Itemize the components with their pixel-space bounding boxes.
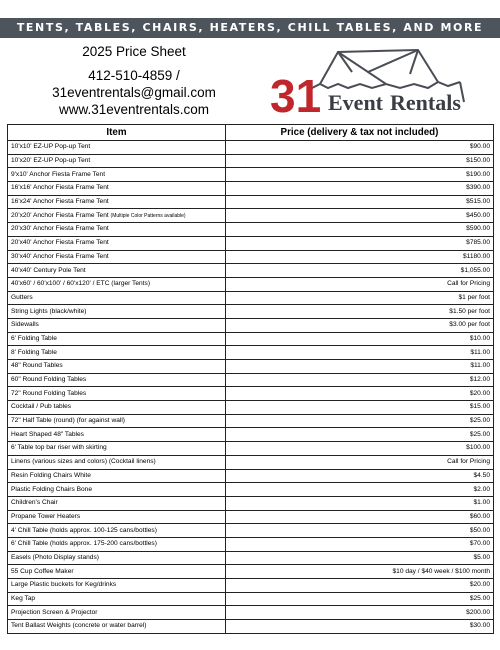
item-cell [8, 236, 226, 250]
item-name: Cocktail / Pub tables [11, 403, 72, 411]
item-cell [8, 168, 226, 182]
item-name: 6' Chill Table (holds approx. 175-200 cans/bottles) [11, 540, 157, 548]
item-cell [8, 592, 226, 606]
logo-number: 31 [270, 70, 322, 116]
table-row [8, 579, 494, 593]
item-name: 16'x24' Anchor Fiesta Frame Tent [11, 198, 109, 206]
price-cell: $2.00 [226, 483, 494, 497]
item-cell [8, 537, 226, 551]
table-row [8, 524, 494, 538]
item-name: Propane Tower Heaters [11, 512, 81, 520]
contact-block [50, 43, 218, 118]
table-row [8, 483, 494, 497]
table-row [8, 346, 494, 360]
item-cell [8, 141, 226, 155]
item-name: Sidewalls [11, 321, 39, 329]
item-cell [8, 455, 226, 469]
phone-number: 412-510-4859 / [88, 68, 180, 83]
table-row [8, 442, 494, 456]
item-name: 48" Round Tables [11, 362, 63, 370]
item-name: 30'x40' Anchor Fiesta Frame Tent [11, 252, 109, 260]
price-cell: $70.00 [226, 537, 494, 551]
table-row [8, 291, 494, 305]
company-logo [268, 42, 490, 116]
price-cell: $190.00 [226, 168, 494, 182]
item-cell [8, 469, 226, 483]
table-row [8, 620, 494, 634]
table-row [8, 496, 494, 510]
price-cell: $3.00 per foot [226, 318, 494, 332]
price-cell: $785.00 [226, 236, 494, 250]
table-row [8, 250, 494, 264]
item-cell [8, 565, 226, 579]
price-cell: $1,055.00 [226, 264, 494, 278]
price-cell: $100.00 [226, 442, 494, 456]
price-sheet-title: 2025 Price Sheet [82, 44, 186, 59]
price-cell: $15.00 [226, 401, 494, 415]
price-cell: $30.00 [226, 620, 494, 634]
price-cell: $20.00 [226, 387, 494, 401]
item-cell [8, 551, 226, 565]
price-table [7, 124, 494, 634]
item-cell [8, 154, 226, 168]
price-cell: $1.00 [226, 496, 494, 510]
item-name: Large Plastic buckets for Keg/drinks [11, 581, 117, 589]
item-name: Easels (Photo Display stands) [11, 553, 99, 561]
price-cell: $10.00 [226, 332, 494, 346]
table-row [8, 236, 494, 250]
item-cell [8, 318, 226, 332]
item-name: 6' Folding Table [11, 334, 57, 342]
item-name: Gutters [11, 293, 33, 301]
item-name: 40'x40' Century Pole Tent [11, 266, 86, 274]
table-row [8, 305, 494, 319]
item-cell [8, 579, 226, 593]
table-row [8, 373, 494, 387]
table-row [8, 606, 494, 620]
item-cell [8, 414, 226, 428]
table-row [8, 223, 494, 237]
price-cell: $200.00 [226, 606, 494, 620]
price-cell: $10 day / $40 week / $100 month [226, 565, 494, 579]
item-cell [8, 223, 226, 237]
item-name: 20'x20' Anchor Fiesta Frame Tent [11, 211, 109, 219]
item-cell [8, 510, 226, 524]
item-name: 60" Round Folding Tables [11, 376, 87, 384]
item-cell [8, 524, 226, 538]
price-cell: $1.50 per foot [226, 305, 494, 319]
table-row [8, 455, 494, 469]
table-header-row [8, 125, 494, 141]
item-name: Resin Folding Chairs White [11, 471, 91, 479]
item-name: 20'x30' Anchor Fiesta Frame Tent [11, 225, 109, 233]
item-name: Linens (various sizes and colors) (Cocktail linens) [11, 458, 156, 466]
price-cell: $11.00 [226, 346, 494, 360]
item-cell [8, 606, 226, 620]
item-cell [8, 373, 226, 387]
price-cell: $450.00 [226, 209, 494, 223]
item-name: String Lights (black/white) [11, 307, 87, 315]
item-name: 72" Round Folding Tables [11, 389, 87, 397]
logo-word-rentals: Rentals [390, 90, 461, 115]
price-cell: $90.00 [226, 141, 494, 155]
table-row [8, 209, 494, 223]
item-name: 10'x20' EZ-UP Pop-up Tent [11, 157, 91, 165]
item-cell [8, 496, 226, 510]
item-name: 72" Half Table (round) (for against wall) [11, 417, 125, 425]
item-cell [8, 264, 226, 278]
item-name: 40'x60' / 60'x100' / 60'x120' / ETC (larger Tents) [11, 280, 151, 288]
table-row [8, 565, 494, 579]
column-header-price: Price (delivery & tax not included) [226, 125, 494, 141]
price-cell: $515.00 [226, 195, 494, 209]
item-name: 20'x40' Anchor Fiesta Frame Tent [11, 239, 109, 247]
table-row [8, 537, 494, 551]
column-header-item: Item [8, 125, 226, 141]
table-row [8, 401, 494, 415]
item-cell [8, 291, 226, 305]
price-cell: $11.00 [226, 360, 494, 374]
item-cell [8, 620, 226, 634]
item-name: Heart Shaped 48" Tables [11, 430, 84, 438]
price-cell: $1 per foot [226, 291, 494, 305]
item-cell [8, 305, 226, 319]
price-cell: $12.00 [226, 373, 494, 387]
item-cell [8, 250, 226, 264]
item-cell [8, 483, 226, 497]
table-row [8, 469, 494, 483]
item-cell [8, 442, 226, 456]
item-cell [8, 209, 226, 223]
website-url: www.31eventrentals.com [58, 102, 210, 117]
table-row [8, 414, 494, 428]
item-name: Projection Screen & Projector [11, 608, 98, 616]
item-name: 6' Table top bar riser with skirting [11, 444, 107, 452]
logo-word-event: Event [328, 90, 383, 115]
price-cell: Call for Pricing [226, 455, 494, 469]
item-cell [8, 332, 226, 346]
table-row [8, 387, 494, 401]
table-row [8, 510, 494, 524]
price-cell: $25.00 [226, 428, 494, 442]
table-row [8, 182, 494, 196]
item-name: Children's Chair [11, 499, 58, 507]
item-name: Tent Ballast Weights (concrete or water barrel) [11, 622, 147, 630]
item-cell [8, 346, 226, 360]
table-row [8, 141, 494, 155]
table-row [8, 195, 494, 209]
price-cell: Call for Pricing [226, 277, 494, 291]
item-cell [8, 182, 226, 196]
item-note: (Multiple Color Patterns available) [110, 212, 186, 219]
item-name: Keg Tap [11, 595, 36, 603]
item-name: 16'x16' Anchor Fiesta Frame Tent [11, 184, 109, 192]
price-cell: $25.00 [226, 414, 494, 428]
item-cell [8, 387, 226, 401]
table-row [8, 168, 494, 182]
table-row [8, 551, 494, 565]
table-row [8, 332, 494, 346]
item-cell [8, 401, 226, 415]
item-cell [8, 195, 226, 209]
table-row [8, 318, 494, 332]
item-cell [8, 277, 226, 291]
item-name: 10'x10' EZ-UP Pop-up Tent [11, 143, 91, 151]
email-address: 31eventrentals@gmail.com [52, 85, 216, 100]
item-cell [8, 360, 226, 374]
price-cell: $150.00 [226, 154, 494, 168]
table-row [8, 264, 494, 278]
item-name: Plastic Folding Chairs Bone [11, 485, 92, 493]
price-cell: $20.00 [226, 579, 494, 593]
price-cell: $590.00 [226, 223, 494, 237]
table-row [8, 154, 494, 168]
price-cell: $60.00 [226, 510, 494, 524]
item-cell [8, 428, 226, 442]
header-banner: TENTS, TABLES, CHAIRS, HEATERS, CHILL TABLES, AND MORE [0, 18, 500, 38]
price-cell: $25.00 [226, 592, 494, 606]
price-cell: $4.50 [226, 469, 494, 483]
table-row [8, 277, 494, 291]
price-cell: $5.00 [226, 551, 494, 565]
table-row [8, 360, 494, 374]
table-row [8, 592, 494, 606]
price-cell: $390.00 [226, 182, 494, 196]
price-cell: $1180.00 [226, 250, 494, 264]
table-row [8, 428, 494, 442]
item-name: 8' Folding Table [11, 348, 57, 356]
item-name: 55 Cup Coffee Maker [11, 567, 74, 575]
price-cell: $50.00 [226, 524, 494, 538]
item-name: 4' Chill Table (holds approx. 100-125 cans/bottles) [11, 526, 157, 534]
item-name: 9'x10' Anchor Fiesta Frame Tent [11, 170, 106, 178]
